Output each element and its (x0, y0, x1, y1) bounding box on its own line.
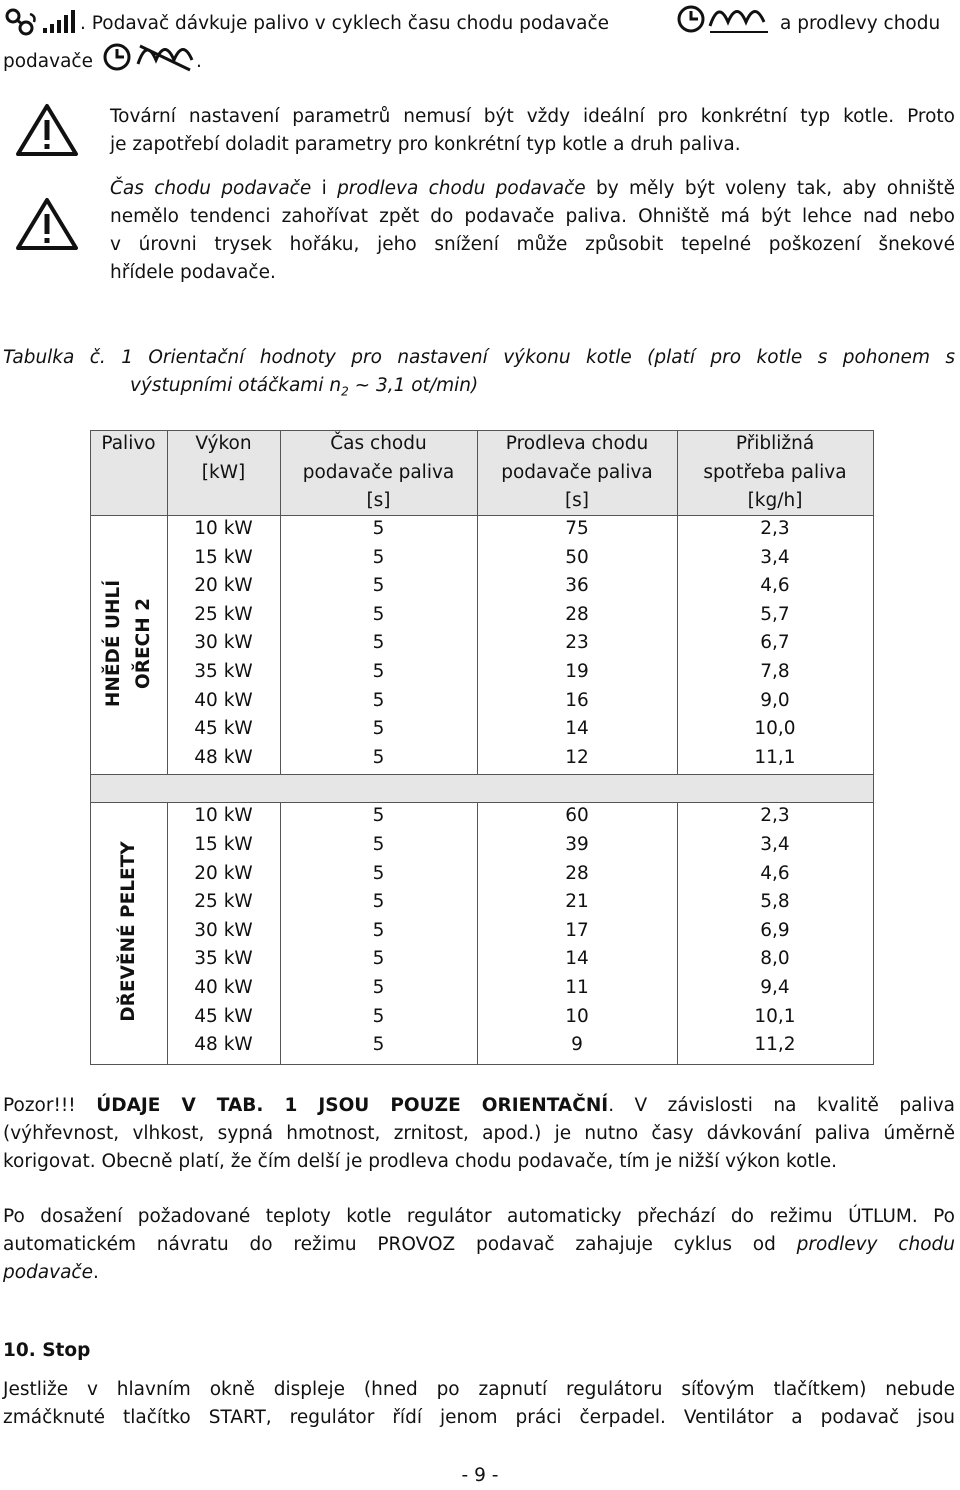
table-cell: 6,7 (760, 632, 790, 654)
table-cell: 5 (372, 834, 385, 855)
table-caption-line2 (130, 372, 478, 406)
table-cell: 45 kW (194, 718, 253, 740)
table-cell: 40 kW (194, 689, 253, 711)
note-line2: (výhřevnost, vlhkost, sypná hmotnost, zrnitost, apod.) je nutno časy dávkování paliva úměrně (3, 1123, 955, 1144)
table-cell: 6,9 (760, 919, 790, 941)
page-number: - 9 - (461, 1465, 499, 1486)
table-cell: 5 (372, 977, 385, 998)
table-cell: 8,0 (760, 948, 790, 970)
table-cell: 48 kW (194, 746, 253, 768)
table-cell: 10 (565, 1005, 589, 1027)
intro-line2-text: podavače (3, 51, 93, 72)
table-cell: 30 kW (194, 632, 253, 654)
table-cell: 60 (565, 805, 589, 827)
table-cell: 14 (565, 948, 589, 970)
clock-icon (102, 42, 132, 72)
table-header-cell (677, 430, 873, 516)
table-header-line: podavače paliva (302, 461, 455, 483)
warning-icon (14, 102, 80, 158)
table-header-line: spotřeba paliva (703, 461, 847, 483)
table-cell: 35 kW (194, 948, 253, 970)
feeder-icon (4, 6, 40, 38)
para2-line2-text: automatickém návratu do režimu PROVOZ podavač zahajuje cyklus od (3, 1234, 797, 1255)
table-cell: 5 (372, 661, 385, 682)
para2-line2 (3, 1231, 955, 1259)
table-cell: 5 (372, 919, 385, 941)
table-rule (90, 774, 873, 775)
feeder-pause-icon (134, 42, 198, 74)
table-cell: 10,0 (754, 718, 796, 740)
table-cell: 48 kW (194, 1034, 253, 1056)
table-cell: 3,4 (760, 834, 790, 855)
table-cell: 35 kW (194, 661, 253, 682)
warning1-line2: je zapotřebí doladit parametry pro konkrétní typ kotle a druh paliva. (110, 134, 741, 155)
table-header-line: Čas chodu (330, 433, 427, 454)
table-cell: 14 (565, 718, 589, 740)
table-cell: 2,3 (760, 805, 790, 827)
table-cell: 5 (372, 1034, 385, 1056)
table-cell: 23 (565, 632, 589, 654)
signal-bars-icon (42, 8, 80, 34)
para3-line1: Jestliže v hlavním okně displeje (hned po zapnutí regulátoru síťovým tlačítkem) nebude (3, 1379, 955, 1400)
table-cell: 10 kW (194, 805, 253, 827)
table-header-line: Výkon (195, 433, 252, 454)
warning2-line3: v úrovni trysek hořáku, jeho snížení může způsobit tepelné poškození šnekové (110, 234, 955, 255)
table-cell: 5 (372, 546, 385, 568)
table-cell: 40 kW (194, 977, 253, 998)
table-cell: 4,6 (760, 862, 790, 884)
note-line1 (3, 1092, 955, 1120)
table-cell: 45 kW (194, 1005, 253, 1027)
table-cell: 7,8 (760, 661, 790, 682)
table-cell: 5 (372, 689, 385, 711)
table-cell: 4,6 (760, 575, 790, 597)
table-cell: 5 (372, 718, 385, 740)
table-cell: 5 (372, 603, 385, 625)
table-cell: 50 (565, 546, 589, 568)
table-header-line: Palivo (101, 433, 156, 454)
feeder-run-icon (706, 6, 772, 36)
table-cell: 25 kW (194, 603, 253, 625)
table-cell: 36 (565, 575, 589, 597)
table-cell: 28 (565, 862, 589, 884)
table-cell: 20 kW (194, 575, 253, 597)
para3-line2: zmáčknuté tlačítko START, regulátor řídí jenom práci čerpadel. Ventilátor a podavač jsou (3, 1407, 955, 1428)
table-cell: 11 (565, 977, 589, 998)
table-header-line: [kW] (201, 461, 246, 483)
table-header-line: podavače paliva (501, 461, 653, 483)
intro-line2-end: . (196, 51, 202, 72)
intro-line1-end: a prodlevy chodu (780, 13, 941, 34)
intro-line1-text: . Podavač dávkuje palivo v cyklech času chodu podavače (80, 13, 610, 34)
feeder-run-term: Čas chodu podavače (110, 178, 312, 199)
warning1-line1: Tovární nastavení parametrů nemusí být vždy ideální pro konkrétní typ kotle. Proto (110, 106, 955, 127)
table-cell: 5 (372, 805, 385, 827)
group-separator-background (90, 775, 873, 803)
table-cell: 15 kW (194, 546, 253, 568)
warning2-line1 (110, 175, 955, 203)
table-cell: 5,7 (760, 603, 790, 625)
table-cell: 10,1 (754, 1005, 796, 1027)
fuel-type-label (90, 515, 167, 772)
feeder-term: podavače (3, 1262, 93, 1283)
table-cell: 9,0 (760, 689, 790, 711)
table-cell: 9,4 (760, 977, 790, 998)
caption-text-rest: ~ 3,1 ot/min) (348, 375, 479, 396)
table-cell: 5 (372, 575, 385, 597)
table-cell: 2,3 (760, 518, 790, 539)
table-cell: 5 (372, 746, 385, 768)
table-cell: 75 (565, 518, 589, 539)
table-cell: 5 (372, 1005, 385, 1027)
table-header-line: [s] (564, 490, 590, 512)
fuel-type-text: DŘEVĚNÉ PELETY (117, 840, 139, 1022)
warning2-line1-rest: by měly být voleny tak, aby ohniště (585, 178, 955, 199)
note-emphasis: ÚDAJE V TAB. 1 JSOU POUZE ORIENTAČNÍ (96, 1095, 609, 1116)
table-cell: 5 (372, 948, 385, 970)
table-cell: 9 (571, 1034, 583, 1056)
table-cell: 5 (372, 518, 385, 539)
table-cell: 16 (565, 689, 589, 711)
caption-text: výstupními otáčkami n (130, 375, 342, 396)
table-header-cell (90, 430, 167, 459)
table-cell: 21 (565, 891, 589, 913)
table-cell: 10 kW (194, 518, 253, 539)
feeder-pause-term: prodlevy chodu (796, 1234, 955, 1255)
table-cell: 3,4 (760, 546, 790, 568)
para2-line1: Po dosažení požadované teploty kotle regulátor automaticky přechází do režimu ÚTLUM. Po (3, 1206, 955, 1227)
connector-text: i (311, 178, 338, 199)
section-heading: 10. Stop (3, 1340, 91, 1361)
fuel-settings-table (90, 430, 873, 1063)
warning2-line4: hřídele podavače. (110, 262, 276, 283)
warning-icon (14, 196, 80, 252)
table-cell: 5 (372, 632, 385, 654)
table-header-line: Prodleva chodu (505, 433, 649, 454)
table-cell: 20 kW (194, 862, 253, 884)
table-cell: 39 (565, 834, 589, 855)
table-rule (873, 430, 874, 1064)
table-cell: 30 kW (194, 919, 253, 941)
para2-line3-end: . (92, 1262, 99, 1283)
note-line3: korigovat. Obecně platí, že čím delší je prodleva chodu podavače, tím je nižší výkon kotle. (3, 1151, 838, 1172)
table-header-cell (477, 430, 677, 516)
table-cell: 12 (565, 746, 589, 768)
note-line1-rest: . V závislosti na kvalitě paliva (608, 1095, 955, 1116)
table-cell: 5,8 (760, 891, 790, 913)
table-header-line: [kg/h] (747, 490, 803, 512)
table-header-cell (280, 430, 477, 516)
table-cell: 28 (565, 603, 589, 625)
table-header-line: [s] (366, 490, 391, 512)
feeder-pause-term: prodleva chodu podavače (337, 178, 586, 199)
note-warning-prefix: Pozor!!! (3, 1095, 97, 1116)
table-cell: 11,2 (754, 1034, 796, 1056)
table-caption-line1: Tabulka č. 1 Orientační hodnoty pro nastavení výkonu kotle (platí pro kotle s pohonem s (3, 347, 955, 368)
table-cell: 5 (372, 862, 385, 884)
warning2-line2: nemělo tendenci zahořívat zpět do podavače paliva. Ohniště má být lehce nad nebo (110, 206, 955, 227)
table-cell: 19 (565, 661, 589, 682)
table-cell: 25 kW (194, 891, 253, 913)
caption-subscript: 2 (341, 384, 349, 399)
table-rule (90, 1064, 874, 1065)
table-header-line: Přibližná (735, 433, 815, 454)
clock-icon (676, 4, 706, 34)
para2-line3 (3, 1259, 99, 1287)
table-cell: 11,1 (754, 746, 796, 768)
fuel-type-text: OŘECH 2 (132, 598, 154, 690)
fuel-type-text: HNĚDÉ UHLÍ (102, 580, 124, 708)
table-cell: 17 (565, 919, 589, 941)
table-header-cell (167, 430, 280, 487)
table-cell: 15 kW (194, 834, 253, 855)
table-cell: 5 (372, 891, 385, 913)
fuel-type-label (90, 802, 167, 1059)
